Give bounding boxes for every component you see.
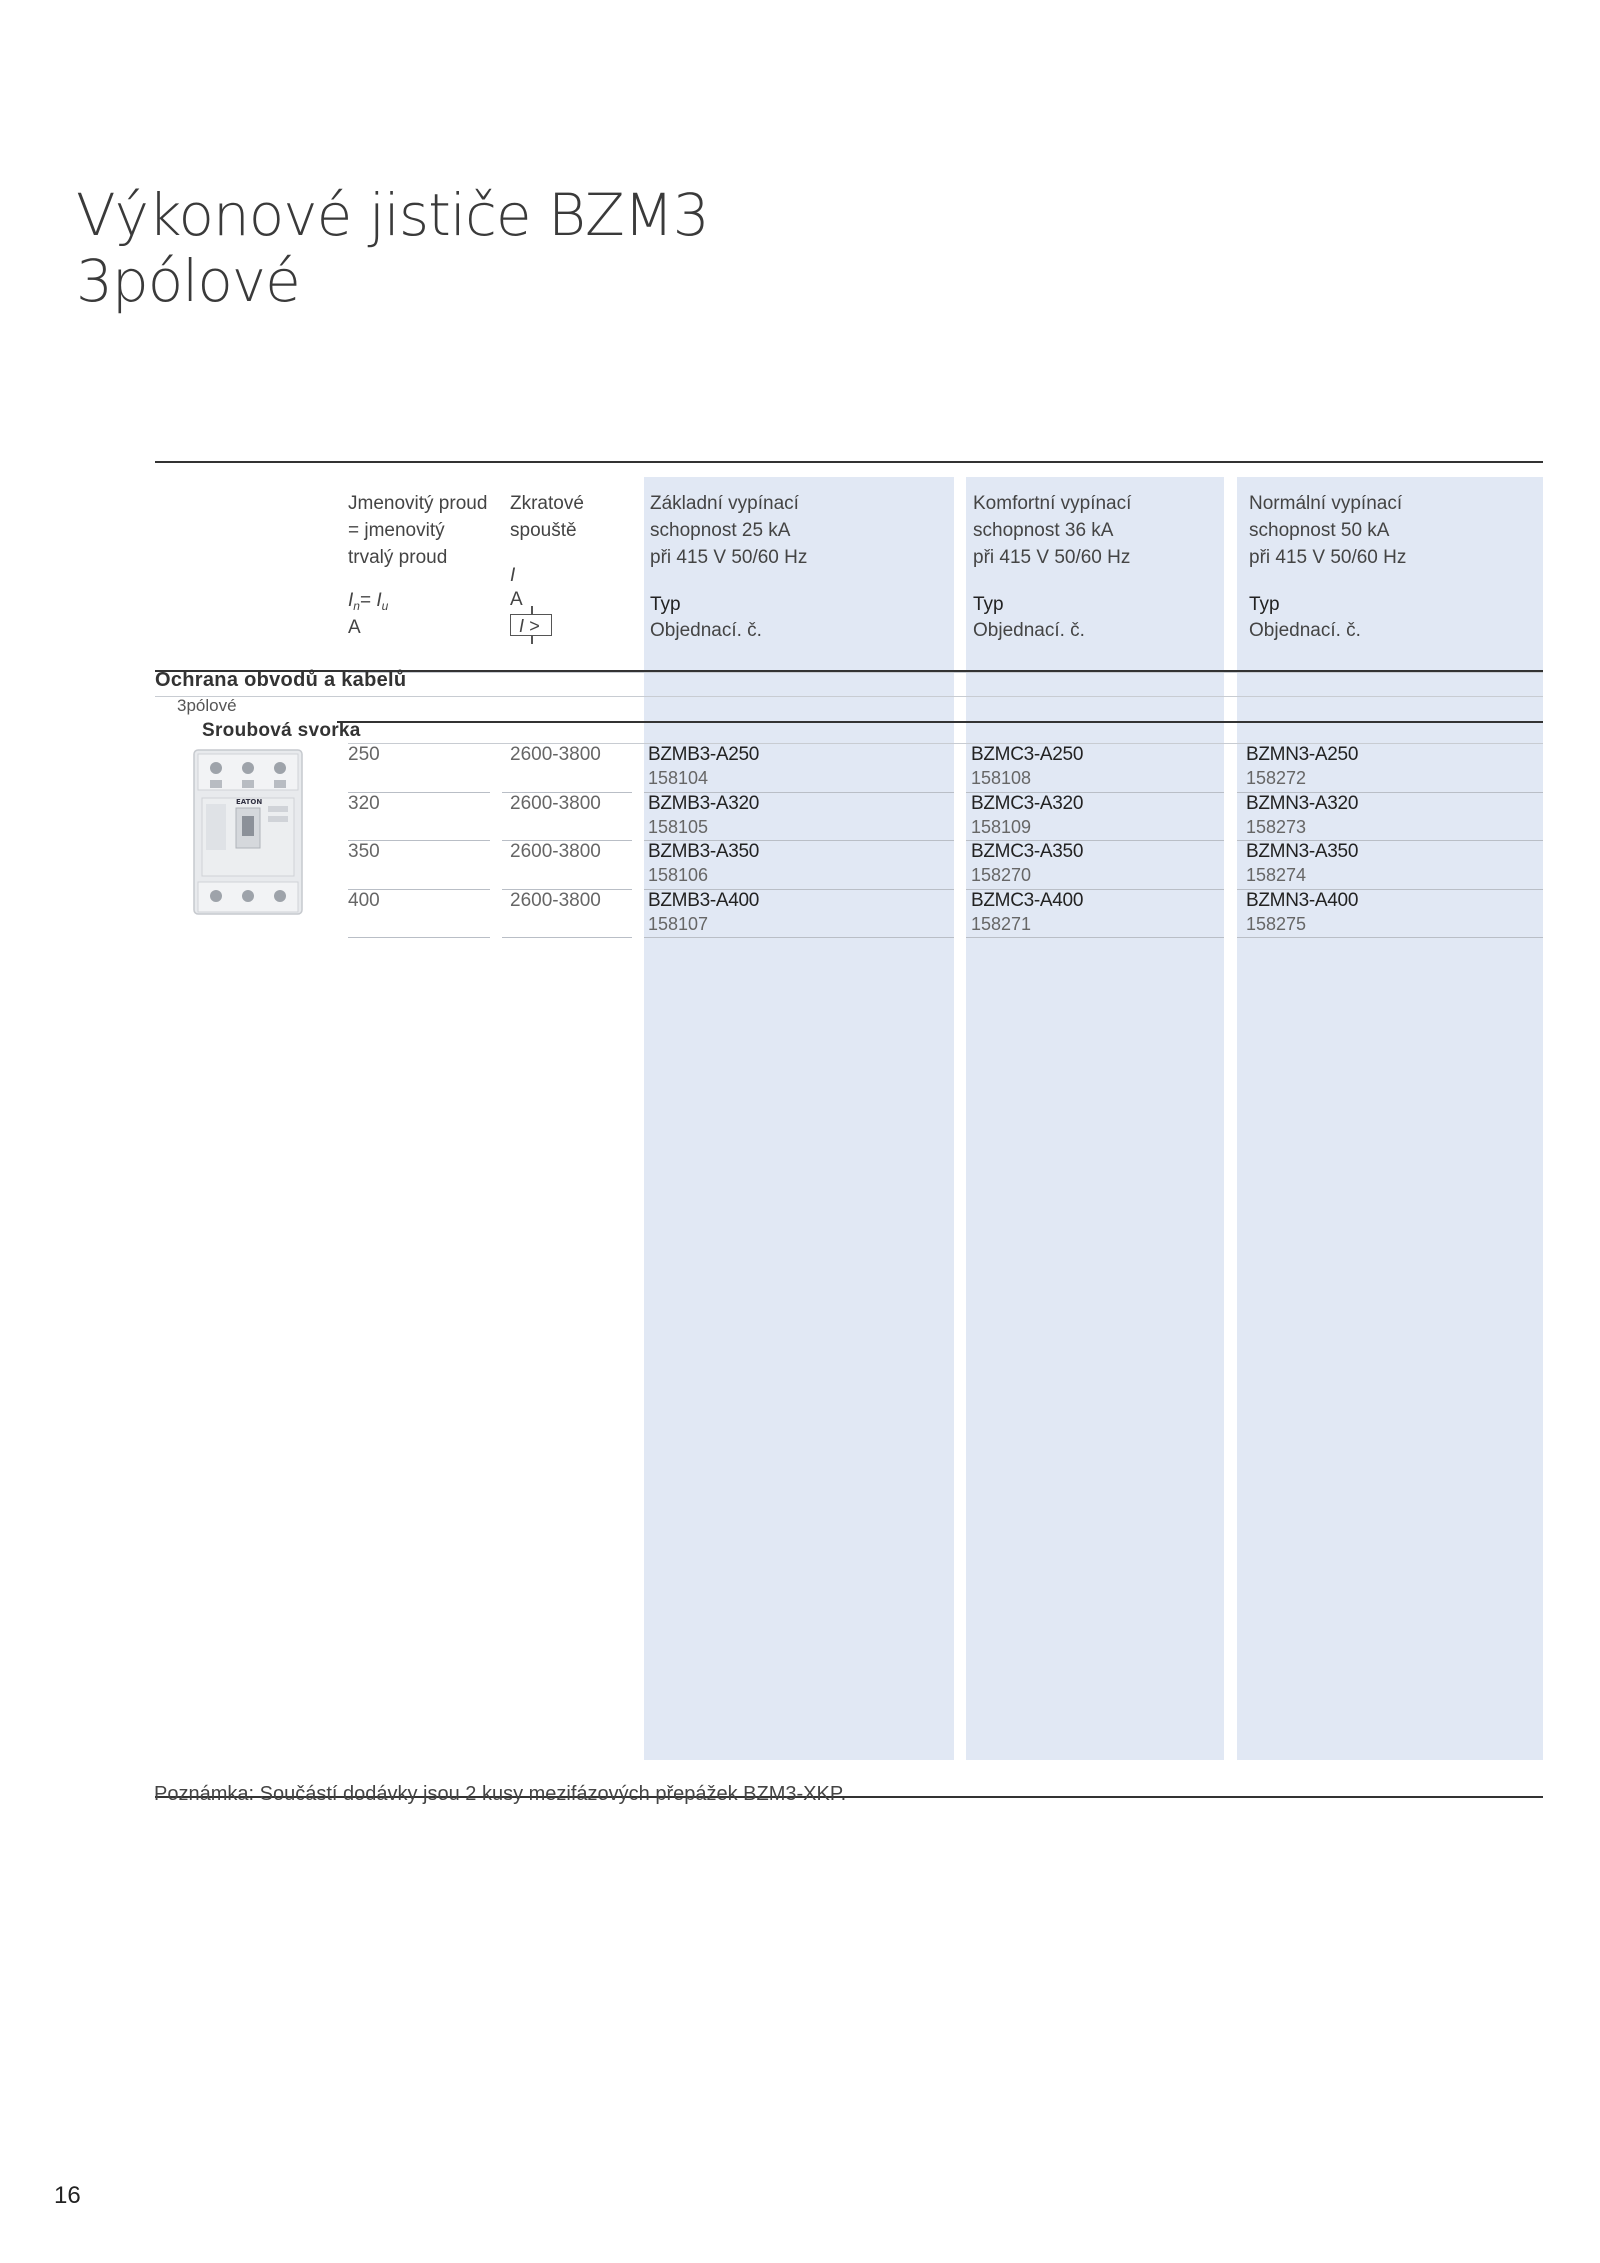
row-separator: [966, 937, 1224, 938]
row-separator: [502, 937, 632, 938]
type-code: BZMB3-A250: [648, 744, 760, 765]
order-label: Objednací. č.: [650, 620, 762, 641]
type-code: BZMB3-A350: [648, 841, 760, 862]
type-label: Typ: [650, 594, 681, 615]
order-number: 158272: [1246, 768, 1307, 788]
type-code: BZMC3-A400: [971, 889, 1084, 911]
rated-current-cell: 320: [348, 792, 380, 814]
svg-text:EATON: EATON: [236, 798, 263, 806]
order-number: 158105: [648, 816, 709, 837]
page-title-line2: 3pólové: [76, 247, 300, 315]
trip-range-cell: 2600-3800: [510, 744, 601, 765]
row-separator: [348, 937, 490, 938]
type-code: BZMN3-A350: [1246, 841, 1359, 862]
page-title: [76, 182, 709, 314]
header-short-circuit-trip: Zkratové spouště I A I >: [510, 493, 584, 636]
trip-range-cell: 2600-3800: [510, 889, 601, 911]
row-separator: [644, 937, 954, 938]
type-code: BZMN3-A250: [1246, 744, 1359, 765]
trip-range-cell: 2600-3800: [510, 841, 601, 862]
order-number: 158271: [971, 913, 1032, 934]
type-code: BZMC3-A250: [971, 744, 1084, 765]
page-title-line1: Výkonové jističe BZM3: [76, 181, 709, 249]
order-number: 158107: [648, 913, 709, 934]
page-number: 16: [54, 2182, 81, 2209]
header-column-normal: Normální vypínací schopnost 50 kA při 415 V 50/60 Hz Typ Objednací. č.: [1249, 493, 1407, 641]
rated-current-cell: 250: [348, 744, 380, 765]
type-label: Typ: [1249, 594, 1280, 615]
header-column-comfort: Komfortní vypínací schopnost 36 kA při 415 V 50/60 Hz Typ Objednací. č.: [973, 493, 1132, 641]
order-number: 158274: [1246, 865, 1307, 885]
row-separator: [1237, 937, 1543, 938]
rated-current-cell: 400: [348, 889, 380, 911]
order-number: 158109: [971, 816, 1032, 837]
trip-range-cell: 2600-3800: [510, 792, 601, 814]
table-top-rule: [155, 461, 1543, 463]
order-label: Objednací. č.: [973, 620, 1085, 641]
order-label: Objednací. č.: [1249, 620, 1361, 641]
overcurrent-trip-icon: I >: [510, 614, 552, 636]
section-thin-1: [348, 672, 1543, 673]
section-subheading-poles: 3pólové: [177, 696, 237, 715]
rated-current-symbol: $I_n= I_u$: [348, 590, 389, 613]
rated-current-cell: 350: [348, 841, 380, 862]
type-label: Typ: [973, 594, 1004, 615]
order-number: 158106: [648, 865, 709, 885]
type-code: BZMN3-A400: [1246, 889, 1359, 911]
type-code: BZMN3-A320: [1246, 792, 1359, 814]
header-column-basic: Základní vypínací schopnost 25 kA při 415 V 50/60 Hz Typ Objednací. č.: [650, 493, 808, 641]
section-thin-2: [155, 696, 1543, 697]
type-code: BZMB3-A320: [648, 792, 760, 814]
trip-unit: A: [510, 589, 523, 610]
section-heading: Ochrana obvodů a kabelů: [155, 669, 407, 691]
footnote: Poznámka: Součástí dodávky jsou 2 kusy mezifázových přepážek BZM3-XKP.: [154, 1783, 847, 1805]
order-number: 158273: [1246, 816, 1307, 837]
order-number: 158108: [971, 768, 1032, 788]
header-rated-current: Jmenovitý proud = jmenovitý trvalý proud $I_n= I_u$ A: [348, 493, 488, 638]
order-number: 158104: [648, 768, 709, 788]
type-code: BZMB3-A400: [648, 889, 760, 911]
order-number: 158270: [971, 865, 1032, 885]
type-code: BZMC3-A320: [971, 792, 1084, 814]
section-rule-2: [337, 721, 1543, 723]
type-code: BZMC3-A350: [971, 841, 1084, 862]
rated-current-unit: A: [348, 617, 361, 638]
section-subheading-terminal: Sroubová svorka: [202, 720, 361, 741]
order-number: 158275: [1246, 913, 1307, 934]
circuit-breaker-product-image: [192, 746, 306, 918]
trip-symbol: I: [510, 565, 516, 586]
